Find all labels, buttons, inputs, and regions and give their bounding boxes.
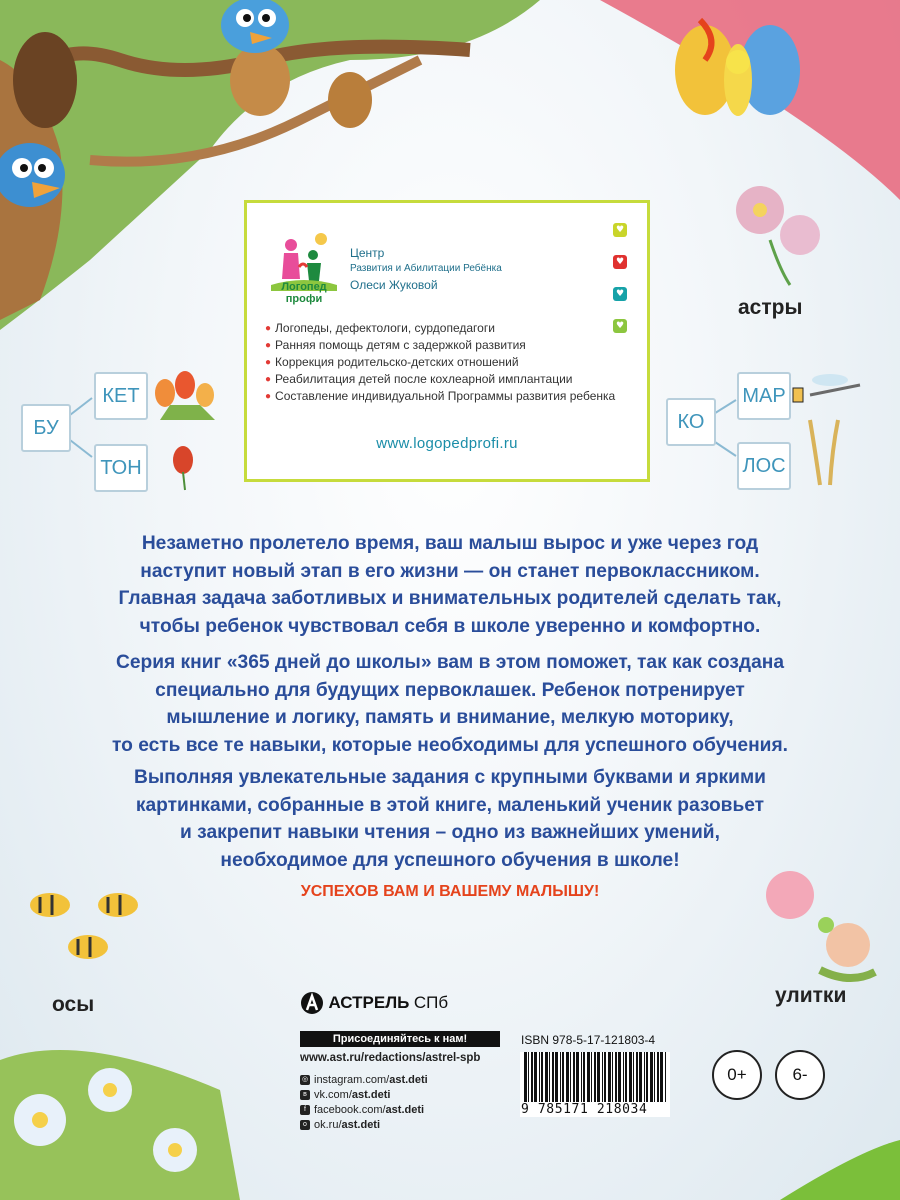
barcode-bar: [549, 1052, 550, 1102]
label-astry: астры: [738, 296, 803, 319]
list-item: ● Логопеды, дефектологи, сурдопедагоги: [265, 321, 495, 335]
barcode-bar: [576, 1052, 579, 1102]
isbn: ISBN 978-5-17-121803-4: [521, 1033, 656, 1047]
barcode-bar: [660, 1052, 663, 1102]
ad-url-link[interactable]: www.logopedprofi.ru: [376, 435, 518, 452]
syllable-root-bu: БУ: [21, 404, 71, 452]
barcode-bar: [560, 1052, 561, 1102]
logo-text: [269, 281, 339, 305]
heart-icon: ♥: [613, 255, 627, 269]
list-item: ● Коррекция родительско-детских отношений: [265, 355, 519, 369]
syllable-mar: МАР: [737, 372, 791, 420]
syllable-ket: КЕТ: [94, 372, 148, 420]
dragonfly-lamp-illustration: [793, 374, 860, 402]
barcode-bar: [615, 1052, 617, 1102]
barcode-bar: [555, 1052, 558, 1102]
ad-title: [350, 245, 502, 293]
publisher-logo: [300, 990, 448, 1016]
logo-line2: профи: [285, 293, 323, 305]
tulip-red-illustration: [173, 446, 193, 490]
bullet-icon: ●: [265, 340, 272, 351]
list-item: ● Ранняя помощь детям с задержкой развития: [265, 338, 526, 352]
barcode-bar: [587, 1052, 590, 1102]
ad-title-line1: Центр: [350, 246, 385, 260]
publisher-site-link[interactable]: www.ast.ru/redactions/astrel-spb: [300, 1052, 481, 1064]
barcode-bar: [562, 1052, 564, 1102]
barcode-bar: [629, 1052, 632, 1102]
label-ulitki: улитки: [775, 984, 847, 1007]
bullet-icon: ●: [265, 323, 272, 334]
social-link-instagram[interactable]: ◎ instagram.com/ ast.deti: [301, 1074, 428, 1086]
label-osy: осы: [52, 993, 95, 1016]
heart-icon: ♥: [613, 319, 627, 333]
social-link-facebook[interactable]: f facebook.com/ ast.deti: [300, 1104, 424, 1116]
barcode-bar: [608, 1052, 611, 1102]
barcode-bar: [657, 1052, 659, 1102]
barcode-bar: [594, 1052, 596, 1102]
syllable-root-ko: КО: [666, 398, 716, 446]
barcode-bar: [583, 1052, 585, 1102]
wheat-illustration: [810, 420, 838, 485]
heart-icon: ♥: [613, 223, 627, 237]
barcode-bar: [612, 1052, 613, 1102]
age-badge: 0+: [712, 1050, 762, 1100]
barcode-bar: [528, 1052, 529, 1102]
ad-title-line3: Олеси Жуковой: [350, 278, 438, 292]
barcode-bar: [625, 1052, 627, 1102]
barcode-number: 9 785171 218034: [521, 1102, 669, 1117]
heart-icon: ♥: [613, 287, 627, 301]
barcode-bar: [524, 1052, 527, 1102]
bullet-icon: ●: [265, 374, 272, 385]
barcode-bar: [650, 1052, 653, 1102]
barcode-bar: [623, 1052, 624, 1102]
barcode-bar: [581, 1052, 582, 1102]
barcode-bar: [545, 1052, 548, 1102]
facebook-icon: f: [300, 1105, 310, 1115]
social-link-ok[interactable]: o ok.ru/ ast.deti: [300, 1119, 380, 1131]
aster-flower-illustration: [736, 186, 820, 285]
ad-title-line2: Развития и Абилитации Ребёнка: [350, 263, 502, 274]
barcode-bar: [665, 1052, 666, 1102]
syllable-ton: ТОН: [94, 444, 148, 492]
barcode-bar: [618, 1052, 621, 1102]
astrel-logo-icon: [300, 990, 324, 1016]
barcode-bar: [534, 1052, 537, 1102]
logo-line1: Логопед: [281, 281, 327, 293]
barcode-bar: [602, 1052, 603, 1102]
paragraph-3: Выполняя увлекательные задания с крупными буквами и яркими картинками, собранные в этой книге, маленький ученик разовьет и закрепит навыки чтения – одно из важнейших умений, необходимое для успешного обучения в школе!: [134, 767, 766, 871]
barcode-bar: [566, 1052, 569, 1102]
flowers-bottom-illustration: [0, 1050, 900, 1200]
tulips-illustration: [155, 371, 215, 420]
barcode-bar: [636, 1052, 638, 1102]
bees-illustration: [30, 893, 138, 959]
barcode-bar: [654, 1052, 655, 1102]
syllable-los: ЛОС: [737, 442, 791, 490]
instagram-icon: ◎: [301, 1076, 309, 1083]
bullet-icon: ●: [265, 391, 272, 402]
ok-icon: o: [300, 1120, 310, 1130]
paragraph-1: Незаметно пролетело время, ваш малыш вырос и уже через год наступит новый этап в его жизни — он станет первоклассником. Главная задача заботливых и внимательных родителей сделать так, чтобы ребенок чувствовал себя в школе уверенно и комфортно.: [118, 533, 782, 637]
barcode-bar: [597, 1052, 600, 1102]
paragraph-2: Серия книг «365 дней до школы» вам в этом поможет, так как создана специально для будущих первоклашек. Ребенок потренирует мышление и логику, память и внимание, мелкую моторику, то есть все те навыки, которые необходимы для успешного обучения.: [112, 652, 788, 756]
barcode-bar: [639, 1052, 642, 1102]
barcode-bar: [591, 1052, 592, 1102]
publisher-name: АСТРЕЛЬ: [328, 993, 410, 1012]
barcode-bar: [646, 1052, 648, 1102]
bullet-icon: ●: [265, 357, 272, 368]
logoped-profi-ad: [244, 200, 650, 482]
join-us-banner: Присоединяйтесь к нам!: [300, 1031, 500, 1047]
barcode-bar: [573, 1052, 575, 1102]
barcode-bar: [539, 1052, 540, 1102]
barcode-bar: [570, 1052, 571, 1102]
barcode-bar: [531, 1052, 533, 1102]
publisher-city: СПб: [413, 993, 449, 1012]
vk-icon: в: [300, 1090, 310, 1100]
slogan: УСПЕХОВ ВАМ И ВАШЕМУ МАЛЫШУ!: [300, 883, 600, 900]
list-item: ● Составление индивидуальной Программы развития ребенка: [265, 389, 616, 403]
barcode-bar: [633, 1052, 634, 1102]
services-list: [265, 320, 640, 405]
list-item: ● Реабилитация детей после кохлеарной имплантации: [265, 372, 573, 386]
barcode-bar: [541, 1052, 543, 1102]
barcode-bar: [552, 1052, 554, 1102]
social-link-vk[interactable]: в vk.com/ ast.deti: [300, 1089, 390, 1101]
age-badge: 6-: [775, 1050, 825, 1100]
barcode-bar: [604, 1052, 606, 1102]
barcode-bar: [644, 1052, 645, 1102]
